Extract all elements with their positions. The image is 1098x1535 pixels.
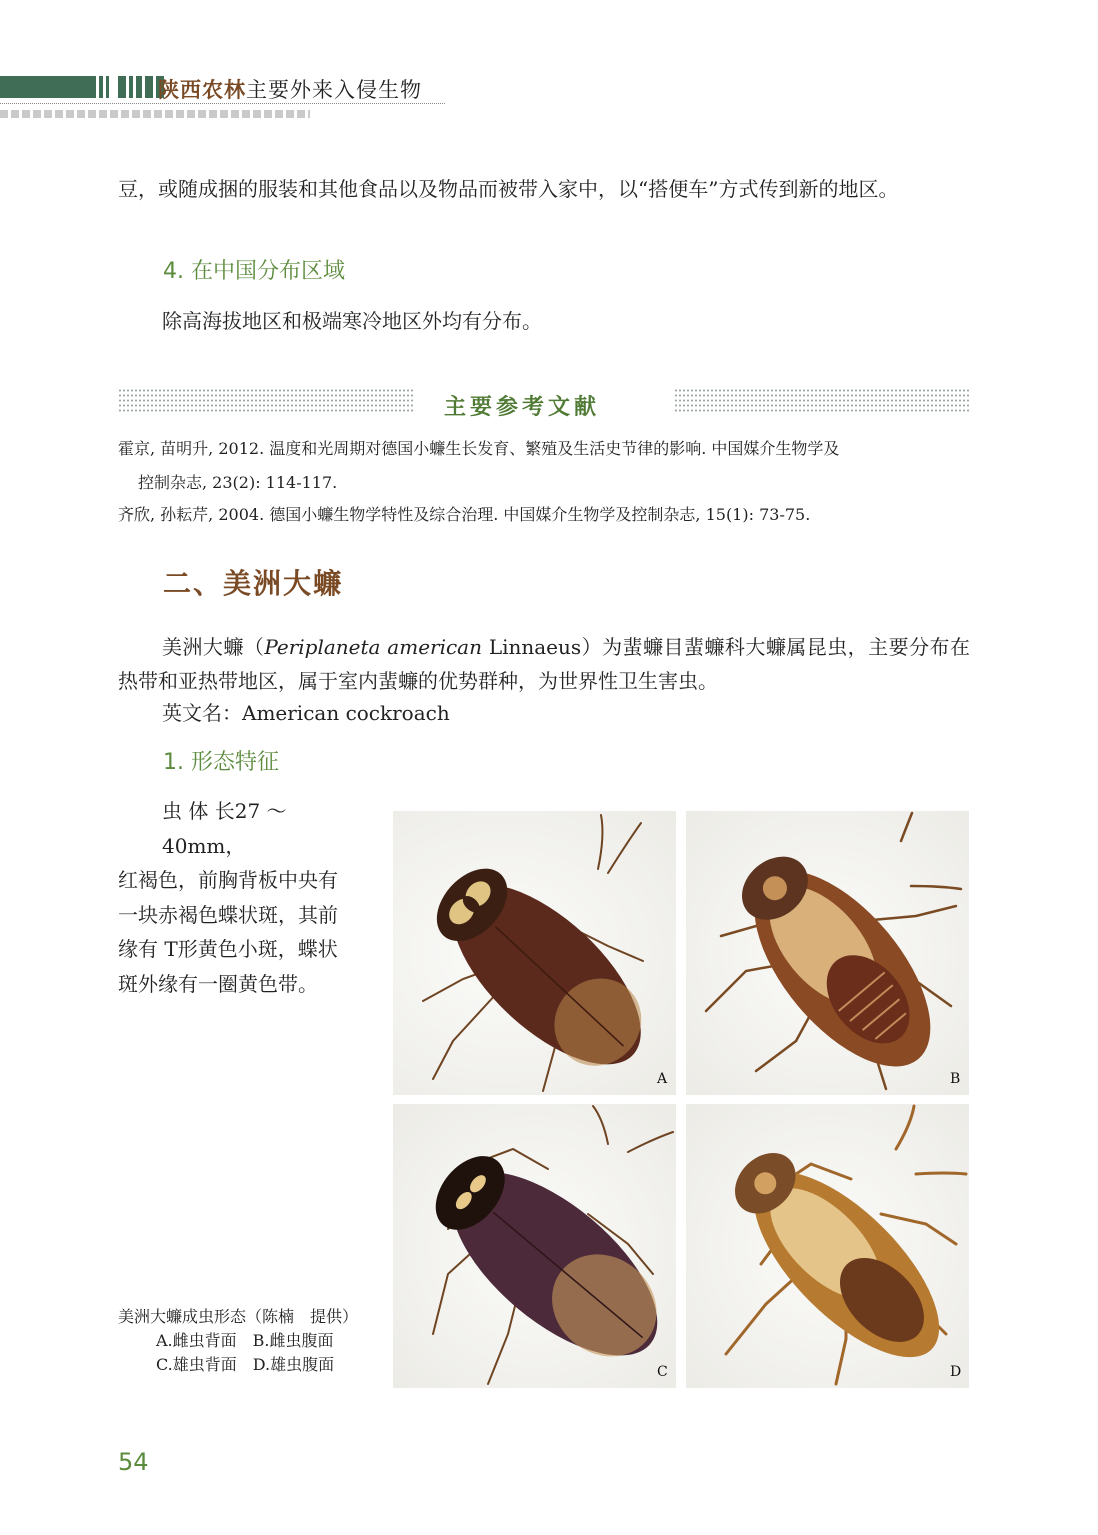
panel-label-c: C (657, 1364, 668, 1380)
panel-label-d: D (950, 1364, 962, 1380)
page-number: 54 (118, 1448, 149, 1476)
references-banner-right (674, 388, 970, 414)
references-banner-left (118, 388, 414, 414)
photo-panel-b (686, 811, 969, 1095)
cockroach-ventral-male-image (686, 1104, 969, 1388)
reference-item-2: 齐欣, 孙耘芹, 2004. 德国小蠊生物学特性及综合治理. 中国媒介生物学及控制杂志, 15(1): 73-75. (118, 505, 811, 524)
continued-paragraph: 豆，或随成捆的服装和其他食品以及物品而被带入家中，以“搭便车”方式传到新的地区。 (118, 177, 899, 201)
section-title: 二、美洲大蠊 (163, 567, 344, 600)
morphology-line-3: 一块赤褐色蝶状斑，其前 (118, 902, 338, 927)
header-rule (0, 103, 445, 104)
caption-line-ab: A.雌虫背面 B.雌虫腹面 (156, 1331, 334, 1350)
running-header-title: 陕西农林主要外来入侵生物 (158, 78, 422, 102)
panel-label-a: A (657, 1071, 668, 1087)
photo-panel-d (686, 1104, 969, 1388)
reference-item-1-line-1: 霍京, 苗明升, 2012. 温度和光周期对德国小蠊生长发育、繁殖及生活史节律的影响. 中国媒介生物学及 (118, 439, 840, 458)
caption-title: 美洲大蠊成虫形态（陈楠 提供） (118, 1307, 359, 1326)
header-color-bar (0, 76, 92, 98)
english-name: 英文名：American cockroach (162, 701, 450, 725)
section-intro: 美洲大蠊（Periplaneta american Linnaeus）为蜚蠊目蜚蠊科大蠊属昆虫，主要分布在热带和亚热带地区，属于室内蜚蠊的优势群种，为世界性卫生害虫。 (118, 635, 971, 693)
morphology-line-1: 虫 体 长27 ～ 40mm， (162, 799, 287, 858)
morphology-text (118, 794, 368, 1001)
distribution-heading: 4. 在中国分布区域 (163, 259, 345, 284)
photo-panel-c (393, 1104, 676, 1388)
morphology-heading: 1. 形态特征 (163, 750, 279, 775)
cockroach-dorsal-female-image (393, 811, 676, 1095)
morphology-line-2: 红褐色，前胸背板中央有 (118, 868, 338, 892)
panel-label-b: B (950, 1071, 961, 1087)
references-title: 主要参考文献 (444, 394, 601, 420)
reference-item-1-line-2: 控制杂志, 23(2): 114-117. (138, 473, 338, 492)
distribution-text: 除高海拔地区和极端寒冷地区外均有分布。 (162, 309, 542, 333)
photo-panel-a (393, 811, 676, 1095)
cockroach-dorsal-male-image (393, 1104, 676, 1388)
header-dashed-bar (0, 110, 310, 118)
header-stripes (92, 76, 164, 98)
cockroach-ventral-female-image (686, 811, 969, 1095)
morphology-line-5: 斑外缘有一圈黄色带。 (118, 971, 318, 996)
figure-caption (118, 1305, 358, 1377)
caption-line-cd: C.雄虫背面 D.雄虫腹面 (156, 1355, 335, 1374)
morphology-line-4: 缘有 T形黄色小斑，蝶状 (118, 937, 338, 961)
